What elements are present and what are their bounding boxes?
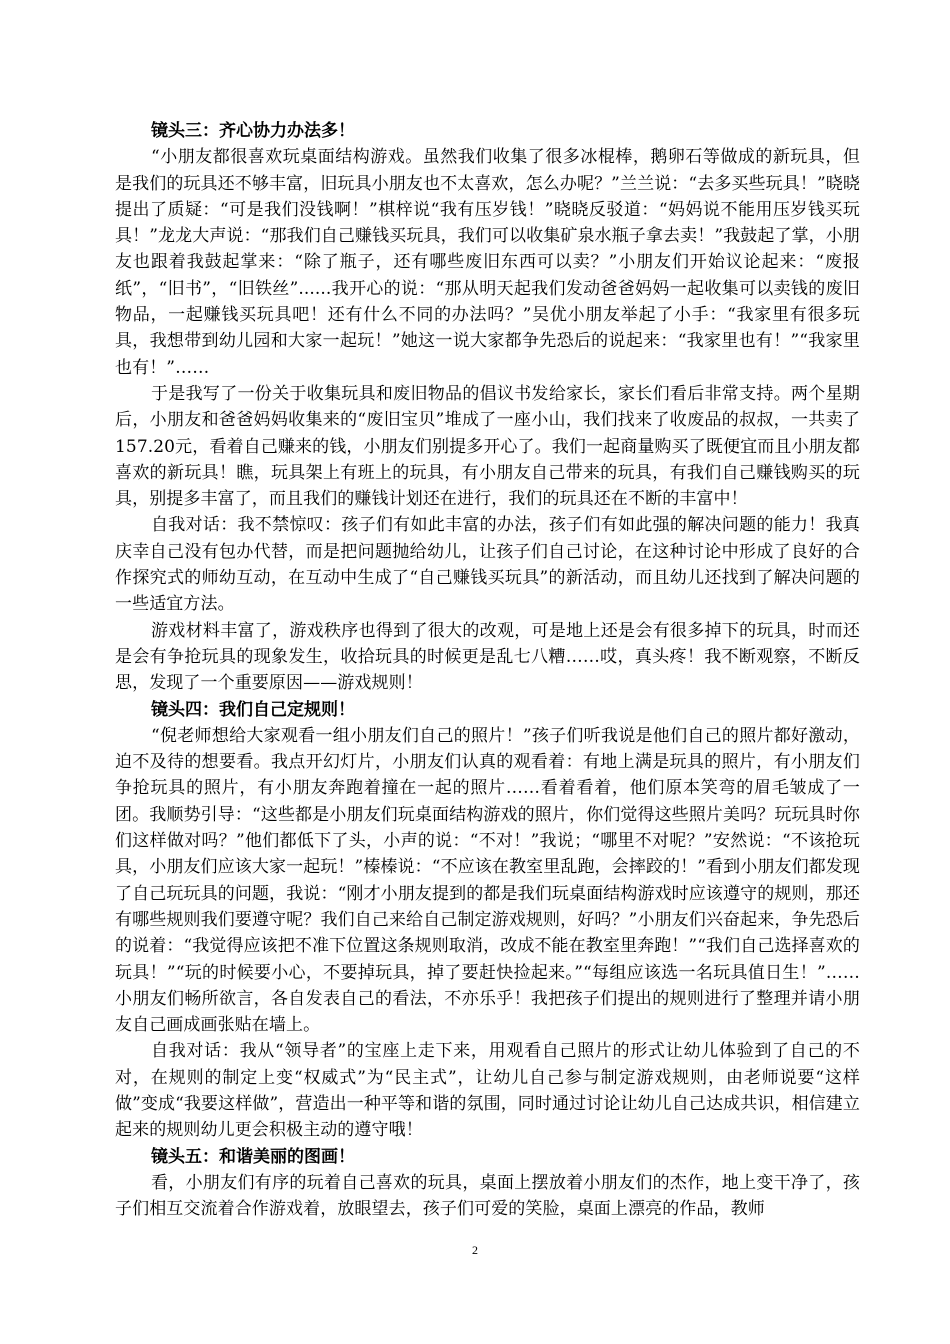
paragraph: 于是我写了一份关于收集玩具和废旧物品的倡议书发给家长，家长们看后非常支持。两个星期后，小朋友和爸爸妈妈收集来的“废旧宝贝”堆成了一座小山，我们找来了收废品的叔叔，一共卖了157.20元，看着自己赚来的钱，小朋友们别提多开心了。我们一起商量购买了既便宜而且小朋友都喜欢的新玩具！瞧，玩具架上有班上的玩具，有小朋友自己带来的玩具，有我们自己赚钱购买的玩具，别提多丰富了，而且我们的赚钱计划还在进行，我们的玩具还在不断的丰富中！ [115,383,860,510]
section-heading-shot-5: 镜头五：和谐美丽的图画！ [151,1146,355,1167]
paragraph: 游戏材料丰富了，游戏秩序也得到了很大的改观，可是地上还是会有很多掉下的玩具，时而还是会有争抢玩具的现象发生，收拾玩具的时候更是乱七八糟……哎，真头疼！我不断观察，不断反思，发现了一个重要原因——游戏规则！ [115,620,860,694]
section-heading-shot-3: 镜头三：齐心协力办法多！ [151,121,355,141]
document-body [115,118,860,1222]
page-number: 2 [472,1243,478,1257]
paragraph: “倪老师想给大家观看一组小朋友们自己的照片！”孩子们听我说是他们自己的照片都好激动，迫不及待的想要看。我点开幻灯片，小朋友们认真的观看着：有地上满是玩具的照片，有小朋友们争抢玩具的照片，有小朋友奔跑着撞在一起的照片……看着看着，他们原本笑弯的眉毛皱成了一团。我顺势引导：“这些都是小朋友们玩桌面结构游戏的照片，你们觉得这些照片美吗？玩玩具时你们这样做对吗？”他们都低下了头，小声的说：“不对！”我说；“哪里不对呢？”安然说：“不该抢玩具，小朋友们应该大家一起玩！”榛榛说：“不应该在教室里乱跑，会摔跤的！”看到小朋友们都发现了自己玩玩具的问题，我说：“刚才小朋友提到的都是我们玩桌面结构游戏时应该遵守的规则，那还有哪些规则我们要遵守呢？我们自己来给自己制定游戏规则，好吗？”小朋友们兴奋起来，争先恐后的说着：“我觉得应该把不准下位置这条规则取消，改成不能在教室里奔跑！”“我们自己选择喜欢的玩具！”“玩的时候要小心，不要掉玩具，掉了要赶快捡起来。”“每组应该选一名玩具值日生！”……小朋友们畅所欲言，各自发表自己的看法，不亦乐乎！我把孩子们提出的规则进行了整理并请小朋友自己画成画张贴在墙上。 [115,725,860,1036]
paragraph: 自我对话：我从“领导者”的宝座上走下来，用观看自己照片的形式让幼儿体验到了自己的不对，在规则的制定上变“权威式”为“民主式”，让幼儿自己参与制定游戏规则，由老师说要“这样做”变成“我要这样做”，营造出一种平等和谐的氛围，同时通过讨论让幼儿自己达成共识，相信建立起来的规则幼儿更会积极主动的遵守哦！ [115,1041,860,1141]
paragraph: 看，小朋友们有序的玩着自己喜欢的玩具，桌面上摆放着小朋友们的杰作，地上变干净了，孩子们相互交流着合作游戏着，放眼望去，孩子们可爱的笑脸，桌面上漂亮的作品，教师 [115,1172,860,1220]
paragraph: 自我对话：我不禁惊叹：孩子们有如此丰富的办法，孩子们有如此强的解决问题的能力！我真庆幸自己没有包办代替，而是把问题抛给幼儿，让孩子们自己讨论，在这种讨论中形成了良好的合作探究式的师幼互动，在互动中生成了“自己赚钱买玩具”的新活动，而且幼儿还找到了解决问题的一些适宜方法。 [115,515,860,615]
section-heading-shot-4: 镜头四：我们自己定规则！ [151,699,355,720]
paragraph: “小朋友都很喜欢玩桌面结构游戏。虽然我们收集了很多冰棍棒，鹅卵石等做成的新玩具，但是我们的玩具还不够丰富，旧玩具小朋友也不太喜欢，怎么办呢？”兰兰说：“去多买些玩具！”晓晓提出了质疑：“可是我们没钱啊！”棋梓说“我有压岁钱！”晓晓反驳道：“妈妈说不能用压岁钱买玩具！”龙龙大声说：“那我们自己赚钱买玩具，我们可以收集矿泉水瓶子拿去卖！”我鼓起了掌，小朋友也跟着我鼓起掌来：“除了瓶子，还有哪些废旧东西可以卖？”小朋友们开始议论起来：“废报纸”，“旧书”，“旧铁丝”......我开心的说：“那从明天起我们发动爸爸妈妈一起收集可以卖钱的废旧物品，一起赚钱买玩具吧！还有什么不同的办法吗？”吴优小朋友举起了小手：“我家里有很多玩具，我想带到幼儿园和大家一起玩！”她这一说大家都争先恐后的说起来：“我家里也有！”“我家里也有！”…… [115,147,860,378]
